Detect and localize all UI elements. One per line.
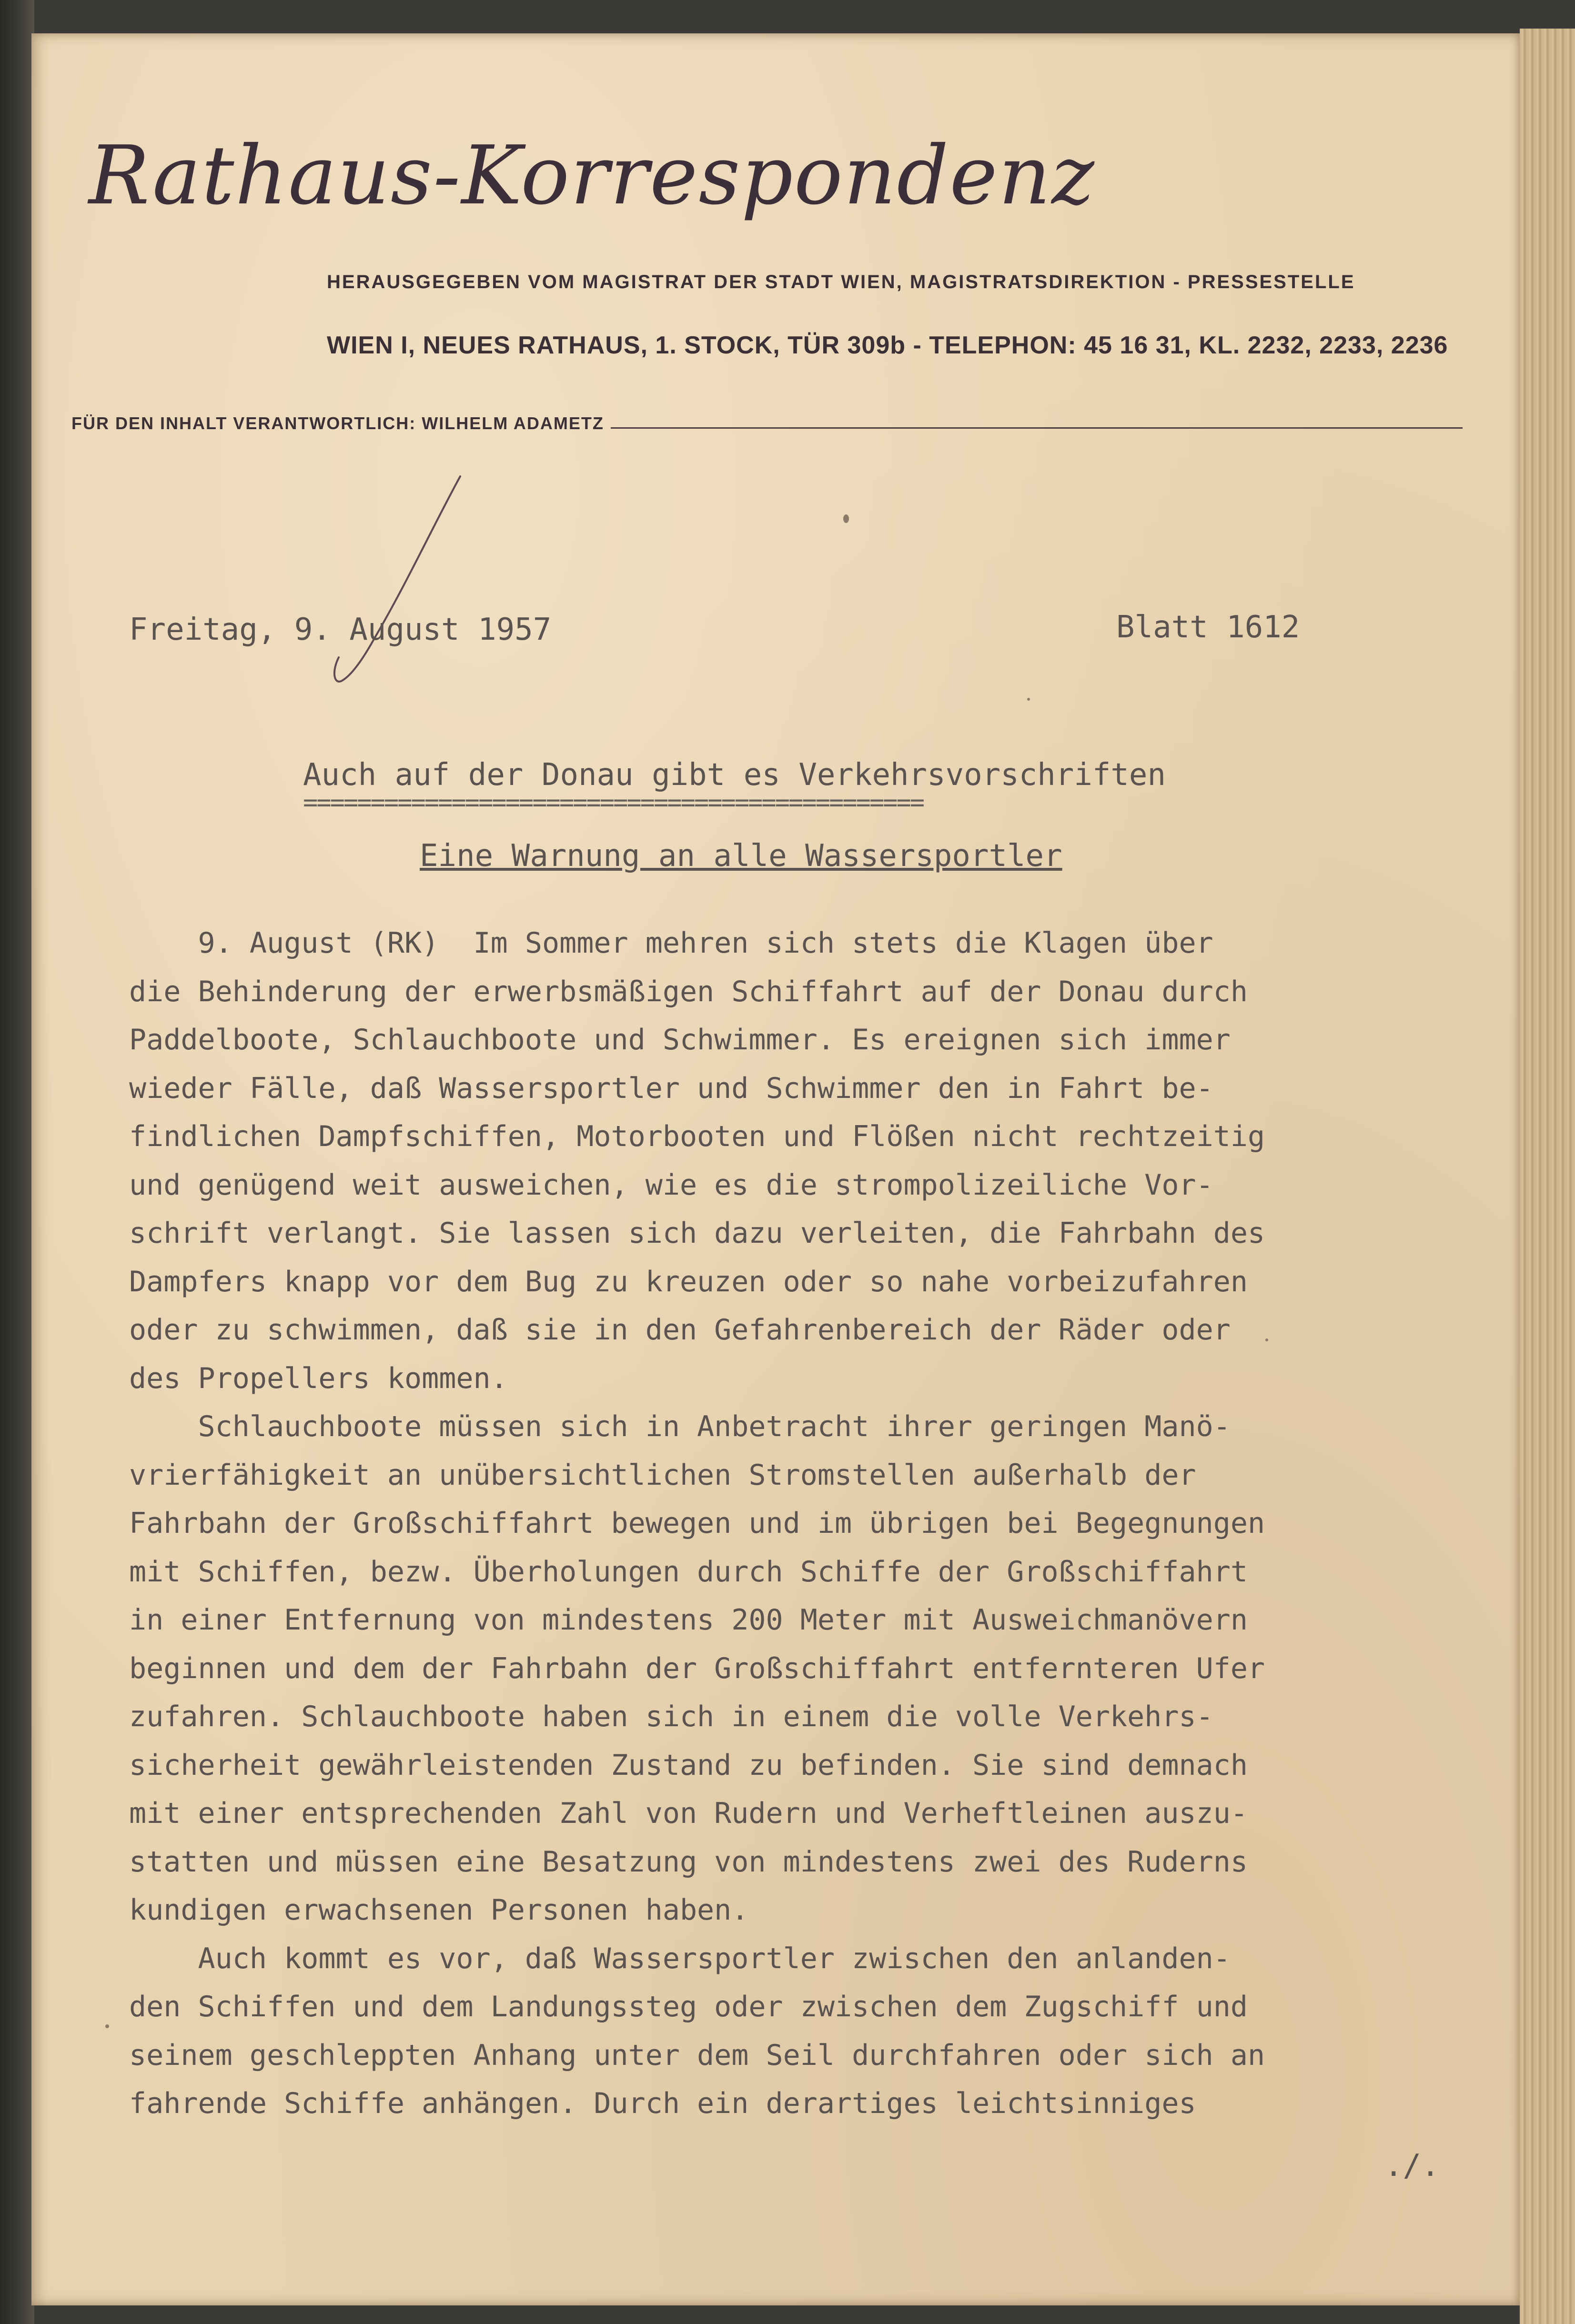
page-edges: [1520, 29, 1575, 2324]
responsible-editor: FÜR DEN INHALT VERANTWORTLICH: WILHELM ADAMETZ: [71, 413, 604, 433]
date-line: Freitag, 9. August 1957: [129, 612, 552, 647]
article-subheadline: Eine Warnung an alle Wassersportler: [420, 838, 1062, 874]
paragraph-3: Auch kommt es vor, daß Wassersportler zwischen den anlanden- den Schiffen und dem Landungssteg oder zwischen dem Zugschiff und seinem geschleppten Anhang unter dem Seil durchfahren oder sich an fahrende Schiffe anhängen. Durch ein derartiges leichtsinniges: [129, 1942, 1265, 2120]
paper-speck: [1027, 698, 1030, 701]
paper-speck: [105, 2024, 109, 2028]
article-headline: Auch auf der Donau gibt es Verkehrsvorschriften: [303, 757, 1166, 793]
pen-check-mark: [317, 472, 479, 700]
article-body: [129, 919, 1492, 2128]
address-line: WIEN I, NEUES RATHAUS, 1. STOCK, TÜR 309b - TELEPHON: 45 16 31, KL. 2232, 2233, 2236: [327, 332, 1448, 359]
book-binding: [0, 0, 34, 2324]
document-page: [31, 33, 1520, 2305]
headline-double-rule: ==============================================: [303, 788, 924, 817]
paragraph-1: 9. August (RK) Im Sommer mehren sich stets die Klagen über die Behinderung der erwerbsmäßigen Schiffahrt auf der Donau durch Paddelboote, Schlauchboote und Schwimmer. Es ereignen sich immer wieder Fälle, daß Wassersportler und Schwimmer den in Fahrt be- findlichen Dampfschiffen, Motorbooten und Flößen nicht rechtzeitig und genügend weit ausweichen, wie es die strompolizeiliche Vor- schrift verlangt. Sie lassen sich dazu verleiten, die Fahrbahn des Dampfers knapp vor dem Bug zu kreuzen oder so nahe vorbeizufahren oder zu schwimmen, daß sie in den Gefahrenbereich der Räder oder des Propellers kommen.: [129, 926, 1265, 1395]
paper-speck: [1265, 1338, 1268, 1341]
responsible-row: [71, 410, 1463, 433]
paragraph-2: Schlauchboote müssen sich in Anbetracht ihrer geringen Manö- vrierfähigkeit an unübersichtlichen Stromstellen außerhalb der Fahrbahn der Großschiffahrt bewegen und im übrigen bei Begegnungen mit Schiffen, bezw. Überholungen durch Schiffe der Großschiffahrt in einer Entfernung von mindestens 200 Meter mit Ausweichmanövern beginnen und dem der Fahrbahn der Großschiffahrt entfernteren Ufer zufahren. Schlauchboote haben sich in einem die volle Verkehrs- sicherheit gewährleistenden Zustand zu befinden. Sie sind demnach mit einer entsprechenden Zahl von Rudern und Verheftleinen auszu- statten und müssen eine Besatzung von mindestens zwei des Ruderns kundigen erwachsenen Personen haben.: [129, 1410, 1265, 1927]
paper-speck: [843, 514, 849, 523]
publisher-line: HERAUSGEGEBEN VOM MAGISTRAT DER STADT WIEN, MAGISTRATSDIREKTION - PRESSESTELLE: [327, 272, 1355, 292]
masthead-title: Rathaus-Korrespondenz: [89, 129, 1095, 223]
sheet-number: Blatt 1612: [1116, 610, 1300, 645]
responsible-rule: [611, 427, 1463, 429]
continuation-mark: ./.: [1384, 2148, 1440, 2183]
